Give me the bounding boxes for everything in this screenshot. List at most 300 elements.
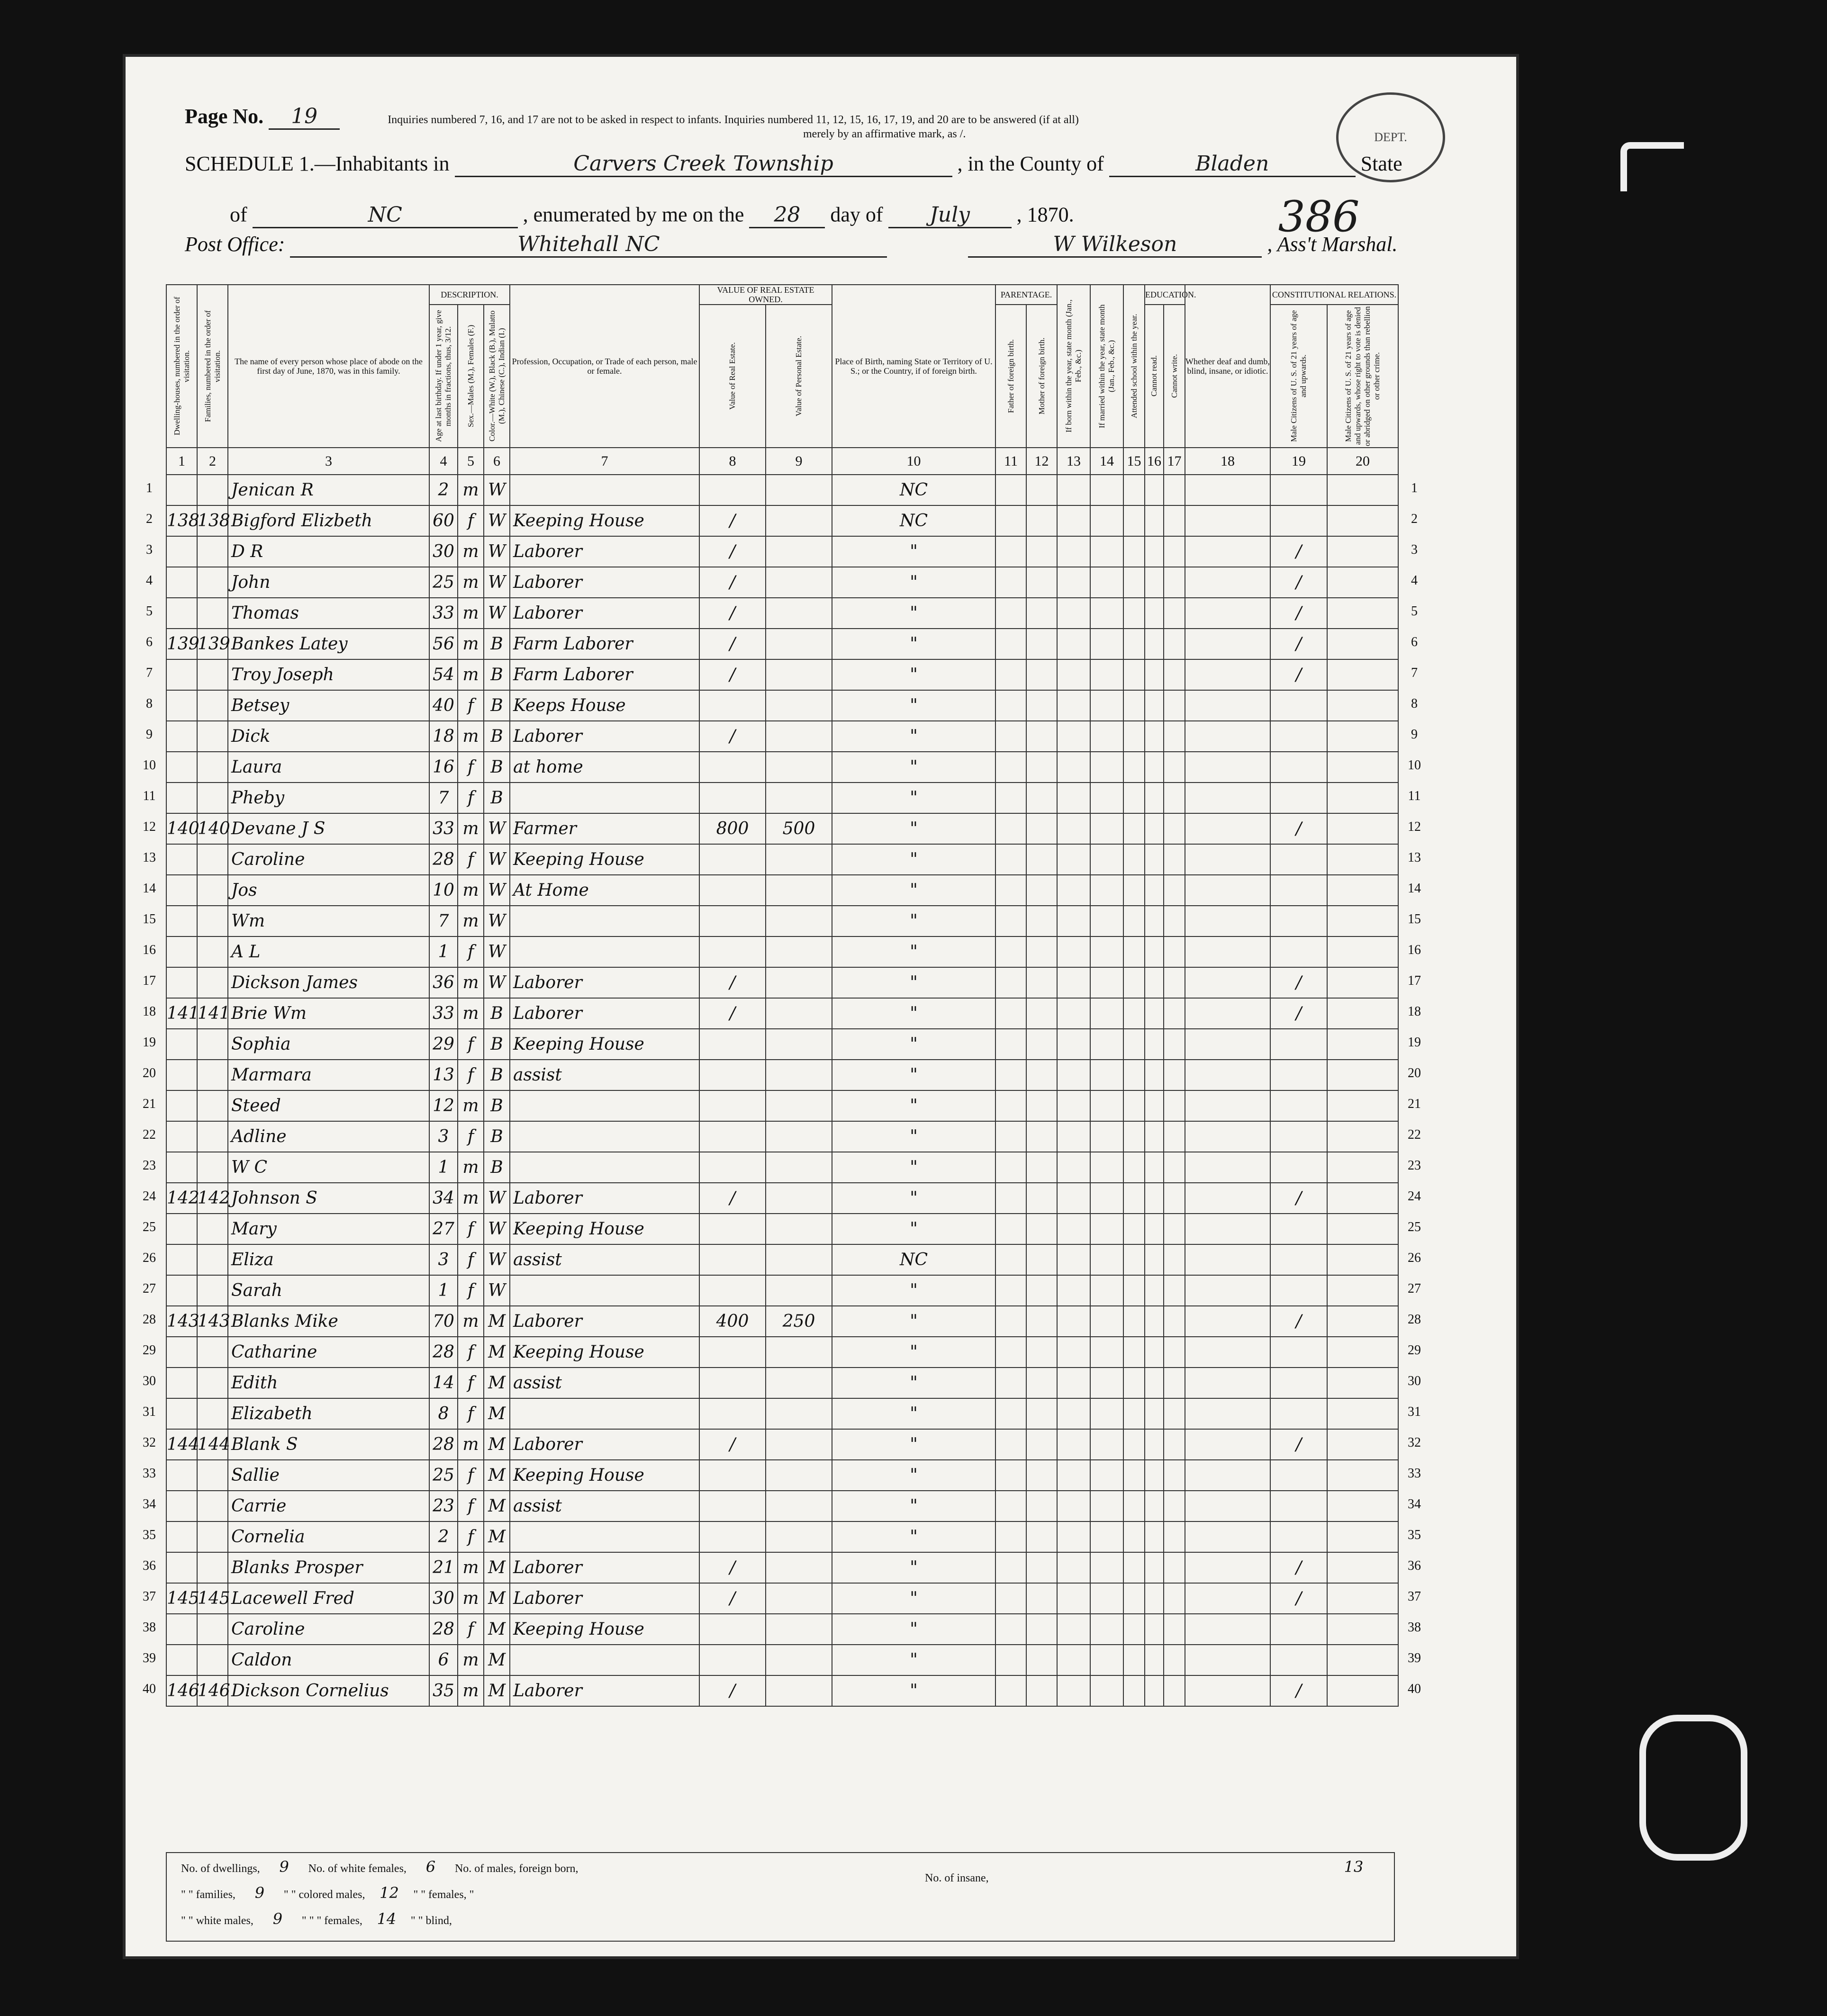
real-estate-value bbox=[699, 690, 766, 721]
color: M bbox=[484, 1337, 510, 1368]
married-month bbox=[1090, 659, 1123, 690]
marshal-name: W Wilkeson bbox=[968, 232, 1262, 258]
census-row bbox=[166, 1214, 1398, 1244]
cannot-write bbox=[1164, 998, 1185, 1029]
color: B bbox=[484, 783, 510, 813]
dwelling-number bbox=[166, 1029, 197, 1060]
cannot-write bbox=[1164, 1275, 1185, 1306]
line-number-left: 26 bbox=[143, 1251, 156, 1265]
day-value: 28 bbox=[749, 203, 825, 228]
personal-estate-value bbox=[766, 1429, 832, 1460]
page-no-label: Page No. bbox=[185, 105, 264, 128]
color: B bbox=[484, 1152, 510, 1183]
person-name: Mary bbox=[228, 1214, 429, 1244]
born-month bbox=[1057, 813, 1090, 844]
sex: m bbox=[458, 1429, 484, 1460]
citizen-mark bbox=[1270, 752, 1327, 783]
col-families-header: Families, numbered in the order of visitation. bbox=[197, 285, 228, 448]
line-number-left: 33 bbox=[143, 1466, 156, 1481]
attended-school bbox=[1123, 690, 1145, 721]
married-month bbox=[1090, 690, 1123, 721]
married-month bbox=[1090, 1675, 1123, 1706]
occupation: Laborer bbox=[510, 998, 699, 1029]
vote-denied bbox=[1327, 1398, 1398, 1429]
line-number-left: 24 bbox=[143, 1189, 156, 1204]
dwellings-label: No. of dwellings, bbox=[181, 1863, 260, 1875]
age: 18 bbox=[429, 721, 458, 752]
film-mark-bottom bbox=[1639, 1715, 1747, 1861]
father-foreign bbox=[995, 1275, 1026, 1306]
attended-school bbox=[1123, 1614, 1145, 1645]
dwelling-number bbox=[166, 721, 197, 752]
born-month bbox=[1057, 1398, 1090, 1429]
born-month bbox=[1057, 690, 1090, 721]
cannot-read bbox=[1145, 875, 1164, 906]
born-month bbox=[1057, 1429, 1090, 1460]
personal-estate-value bbox=[766, 967, 832, 998]
cannot-read bbox=[1145, 1275, 1164, 1306]
family-number bbox=[197, 1645, 228, 1675]
dwelling-number: 142 bbox=[166, 1183, 197, 1214]
father-foreign bbox=[995, 967, 1026, 998]
family-number bbox=[197, 875, 228, 906]
color: W bbox=[484, 567, 510, 598]
infirmity bbox=[1185, 690, 1270, 721]
birthplace: " bbox=[832, 1429, 995, 1460]
person-name: Dickson Cornelius bbox=[228, 1675, 429, 1706]
occupation: At Home bbox=[510, 875, 699, 906]
person-name: Eliza bbox=[228, 1244, 429, 1275]
line-number-left: 11 bbox=[143, 789, 156, 803]
mother-foreign bbox=[1026, 1398, 1057, 1429]
real-estate-value bbox=[699, 844, 766, 875]
born-month bbox=[1057, 1152, 1090, 1183]
married-month bbox=[1090, 875, 1123, 906]
dwelling-number: 143 bbox=[166, 1306, 197, 1337]
state-value: NC bbox=[253, 203, 518, 228]
born-month bbox=[1057, 875, 1090, 906]
dwelling-number bbox=[166, 1244, 197, 1275]
personal-estate-value bbox=[766, 1244, 832, 1275]
real-estate-value: / bbox=[699, 998, 766, 1029]
vote-denied bbox=[1327, 1306, 1398, 1337]
real-estate-value: / bbox=[699, 659, 766, 690]
family-number: 143 bbox=[197, 1306, 228, 1337]
line-number-left: 37 bbox=[143, 1589, 156, 1604]
age: 16 bbox=[429, 752, 458, 783]
father-foreign bbox=[995, 906, 1026, 936]
citizen-mark bbox=[1270, 1521, 1327, 1552]
birthplace: " bbox=[832, 1090, 995, 1121]
column-number: 7 bbox=[510, 448, 699, 475]
cannot-write bbox=[1164, 690, 1185, 721]
cannot-read bbox=[1145, 1398, 1164, 1429]
father-foreign bbox=[995, 629, 1026, 659]
census-row bbox=[166, 998, 1398, 1029]
born-month bbox=[1057, 936, 1090, 967]
line-number-left: 12 bbox=[143, 819, 156, 834]
line-number-left: 39 bbox=[143, 1651, 156, 1665]
citizen-mark: / bbox=[1270, 1306, 1327, 1337]
dwelling-number bbox=[166, 752, 197, 783]
father-foreign bbox=[995, 1337, 1026, 1368]
attended-school bbox=[1123, 629, 1145, 659]
born-month bbox=[1057, 752, 1090, 783]
citizen-mark: / bbox=[1270, 1183, 1327, 1214]
attended-school bbox=[1123, 1152, 1145, 1183]
colored-females-label: " " " females, bbox=[301, 1915, 362, 1927]
infirmity bbox=[1185, 1244, 1270, 1275]
cannot-write bbox=[1164, 813, 1185, 844]
column-number: 9 bbox=[766, 448, 832, 475]
age: 2 bbox=[429, 475, 458, 505]
birthplace: " bbox=[832, 659, 995, 690]
father-foreign bbox=[995, 998, 1026, 1029]
personal-estate-value bbox=[766, 1214, 832, 1244]
cannot-read bbox=[1145, 1645, 1164, 1675]
line-number-left: 16 bbox=[143, 943, 156, 957]
married-month bbox=[1090, 1183, 1123, 1214]
cannot-write bbox=[1164, 1306, 1185, 1337]
birthplace: " bbox=[832, 1614, 995, 1645]
occupation: Farmer bbox=[510, 813, 699, 844]
real-estate-value bbox=[699, 1398, 766, 1429]
personal-estate-value bbox=[766, 998, 832, 1029]
born-month bbox=[1057, 1675, 1090, 1706]
occupation: Laborer bbox=[510, 536, 699, 567]
age: 2 bbox=[429, 1521, 458, 1552]
age: 28 bbox=[429, 844, 458, 875]
color: B bbox=[484, 721, 510, 752]
line-number-right: 15 bbox=[1408, 912, 1421, 927]
line-number-left: 4 bbox=[146, 573, 153, 588]
col-infirmity-header: Whether deaf and dumb, blind, insane, or idiotic. bbox=[1185, 285, 1270, 448]
vote-denied bbox=[1327, 505, 1398, 536]
cannot-read bbox=[1145, 659, 1164, 690]
citizens-total-value: 13 bbox=[1344, 1858, 1364, 1876]
person-name: Carrie bbox=[228, 1491, 429, 1521]
infirmity bbox=[1185, 505, 1270, 536]
cannot-read bbox=[1145, 752, 1164, 783]
citizen-mark: / bbox=[1270, 536, 1327, 567]
line-number-left: 40 bbox=[143, 1682, 156, 1696]
father-foreign bbox=[995, 1368, 1026, 1398]
birthplace: " bbox=[832, 690, 995, 721]
dwelling-number bbox=[166, 567, 197, 598]
personal-estate-value bbox=[766, 752, 832, 783]
born-month bbox=[1057, 1521, 1090, 1552]
line-number-right: 30 bbox=[1408, 1374, 1421, 1388]
occupation: Keeping House bbox=[510, 1337, 699, 1368]
cannot-read bbox=[1145, 567, 1164, 598]
census-row bbox=[166, 659, 1398, 690]
line-number-right: 24 bbox=[1408, 1189, 1421, 1204]
cannot-write bbox=[1164, 1368, 1185, 1398]
line-number-right: 25 bbox=[1408, 1220, 1421, 1234]
census-row bbox=[166, 690, 1398, 721]
citizen-mark bbox=[1270, 1614, 1327, 1645]
occupation: Laborer bbox=[510, 1429, 699, 1460]
attended-school bbox=[1123, 752, 1145, 783]
married-month bbox=[1090, 536, 1123, 567]
family-number: 144 bbox=[197, 1429, 228, 1460]
line-number-right: 18 bbox=[1408, 1004, 1421, 1019]
column-number: 11 bbox=[995, 448, 1026, 475]
sex: f bbox=[458, 690, 484, 721]
line-number-right: 16 bbox=[1408, 943, 1421, 957]
personal-estate-value bbox=[766, 690, 832, 721]
married-month bbox=[1090, 1060, 1123, 1090]
born-month bbox=[1057, 598, 1090, 629]
born-month bbox=[1057, 1583, 1090, 1614]
real-estate-value bbox=[699, 1460, 766, 1491]
real-estate-value: / bbox=[699, 1183, 766, 1214]
birthplace: NC bbox=[832, 505, 995, 536]
post-office-label: Post Office: bbox=[185, 233, 285, 256]
married-month bbox=[1090, 998, 1123, 1029]
family-number bbox=[197, 752, 228, 783]
cannot-write bbox=[1164, 1121, 1185, 1152]
infirmity bbox=[1185, 1337, 1270, 1368]
family-number bbox=[197, 598, 228, 629]
age: 28 bbox=[429, 1614, 458, 1645]
col-personal-estate-header: Value of Personal Estate. bbox=[766, 305, 832, 448]
vote-denied bbox=[1327, 721, 1398, 752]
person-name: Devane J S bbox=[228, 813, 429, 844]
dwelling-number bbox=[166, 1275, 197, 1306]
mother-foreign bbox=[1026, 936, 1057, 967]
real-estate-value bbox=[699, 1521, 766, 1552]
sex: f bbox=[458, 1614, 484, 1645]
mother-foreign bbox=[1026, 659, 1057, 690]
color: M bbox=[484, 1460, 510, 1491]
age: 33 bbox=[429, 598, 458, 629]
person-name: Elizabeth bbox=[228, 1398, 429, 1429]
born-month bbox=[1057, 967, 1090, 998]
person-name: Caldon bbox=[228, 1645, 429, 1675]
birthplace: " bbox=[832, 1460, 995, 1491]
personal-estate-value bbox=[766, 1460, 832, 1491]
occupation: Keeping House bbox=[510, 505, 699, 536]
birthplace: " bbox=[832, 967, 995, 998]
color: W bbox=[484, 475, 510, 505]
person-name: A L bbox=[228, 936, 429, 967]
married-month bbox=[1090, 1614, 1123, 1645]
cannot-write bbox=[1164, 598, 1185, 629]
father-foreign bbox=[995, 1183, 1026, 1214]
line-number-right: 21 bbox=[1408, 1097, 1421, 1111]
color: M bbox=[484, 1583, 510, 1614]
born-month bbox=[1057, 475, 1090, 505]
born-month bbox=[1057, 1614, 1090, 1645]
census-row bbox=[166, 1337, 1398, 1368]
mother-foreign bbox=[1026, 1060, 1057, 1090]
cannot-write bbox=[1164, 1614, 1185, 1645]
citizen-mark bbox=[1270, 1337, 1327, 1368]
line-number-right: 26 bbox=[1408, 1251, 1421, 1265]
color: M bbox=[484, 1645, 510, 1675]
vote-denied bbox=[1327, 1491, 1398, 1521]
occupation bbox=[510, 783, 699, 813]
real-estate-value: / bbox=[699, 967, 766, 998]
cannot-read bbox=[1145, 505, 1164, 536]
father-foreign bbox=[995, 936, 1026, 967]
education-group-header: EDUCATION. bbox=[1145, 285, 1185, 305]
vote-denied bbox=[1327, 567, 1398, 598]
real-estate-value bbox=[699, 783, 766, 813]
dwelling-number bbox=[166, 1060, 197, 1090]
family-number bbox=[197, 475, 228, 505]
census-row bbox=[166, 1306, 1398, 1337]
census-row bbox=[166, 1121, 1398, 1152]
census-row bbox=[166, 1521, 1398, 1552]
age: 7 bbox=[429, 783, 458, 813]
color: B bbox=[484, 1121, 510, 1152]
birthplace: " bbox=[832, 1029, 995, 1060]
color: M bbox=[484, 1306, 510, 1337]
color: W bbox=[484, 813, 510, 844]
sex: m bbox=[458, 536, 484, 567]
marshal-label: , Ass't Marshal. bbox=[1267, 233, 1398, 256]
sex: m bbox=[458, 998, 484, 1029]
infirmity bbox=[1185, 567, 1270, 598]
birthplace: " bbox=[832, 721, 995, 752]
vote-denied bbox=[1327, 475, 1398, 505]
family-number: 138 bbox=[197, 505, 228, 536]
occupation: Keeping House bbox=[510, 1614, 699, 1645]
line-number-right: 22 bbox=[1408, 1127, 1421, 1142]
father-foreign bbox=[995, 536, 1026, 567]
line-number-left: 10 bbox=[143, 758, 156, 773]
married-month bbox=[1090, 1152, 1123, 1183]
married-month bbox=[1090, 721, 1123, 752]
attended-school bbox=[1123, 1244, 1145, 1275]
attended-school bbox=[1123, 1521, 1145, 1552]
sex: m bbox=[458, 1645, 484, 1675]
color: M bbox=[484, 1398, 510, 1429]
birthplace: " bbox=[832, 1337, 995, 1368]
census-row bbox=[166, 567, 1398, 598]
person-name: Sarah bbox=[228, 1275, 429, 1306]
family-number bbox=[197, 1275, 228, 1306]
line-number-left: 13 bbox=[143, 850, 156, 865]
birthplace: " bbox=[832, 629, 995, 659]
summary-line-2 bbox=[181, 1884, 474, 1902]
cannot-write bbox=[1164, 1337, 1185, 1368]
line-number-right: 33 bbox=[1408, 1466, 1421, 1481]
line-number-left: 3 bbox=[146, 542, 153, 557]
birthplace: " bbox=[832, 1521, 995, 1552]
real-estate-value bbox=[699, 936, 766, 967]
father-foreign bbox=[995, 813, 1026, 844]
color: B bbox=[484, 752, 510, 783]
column-number: 2 bbox=[197, 448, 228, 475]
line-number-left: 38 bbox=[143, 1620, 156, 1635]
birthplace: " bbox=[832, 1214, 995, 1244]
family-number bbox=[197, 536, 228, 567]
column-number: 18 bbox=[1185, 448, 1270, 475]
mother-foreign bbox=[1026, 844, 1057, 875]
attended-school bbox=[1123, 967, 1145, 998]
col-born-month-header: If born within the year, state month (Jan., Feb., &c.) bbox=[1057, 285, 1090, 448]
personal-estate-value bbox=[766, 1121, 832, 1152]
born-month bbox=[1057, 1060, 1090, 1090]
sex: m bbox=[458, 567, 484, 598]
sheet-number: 386 bbox=[1278, 192, 1360, 242]
married-month bbox=[1090, 1491, 1123, 1521]
born-month bbox=[1057, 1121, 1090, 1152]
cannot-write bbox=[1164, 1060, 1185, 1090]
married-month bbox=[1090, 906, 1123, 936]
married-month bbox=[1090, 1244, 1123, 1275]
col-birthplace-header: Place of Birth, naming State or Territory of U. S.; or the Country, if of foreign birth. bbox=[832, 285, 995, 448]
attended-school bbox=[1123, 844, 1145, 875]
year-label: , 1870. bbox=[1016, 203, 1074, 226]
family-number bbox=[197, 1337, 228, 1368]
cannot-write bbox=[1164, 659, 1185, 690]
family-number bbox=[197, 1368, 228, 1398]
census-row bbox=[166, 906, 1398, 936]
dwelling-number bbox=[166, 875, 197, 906]
person-name: Sophia bbox=[228, 1029, 429, 1060]
occupation bbox=[510, 1521, 699, 1552]
citizen-mark: / bbox=[1270, 1429, 1327, 1460]
born-month bbox=[1057, 1368, 1090, 1398]
attended-school bbox=[1123, 783, 1145, 813]
column-number: 8 bbox=[699, 448, 766, 475]
mother-foreign bbox=[1026, 1521, 1057, 1552]
person-name: Sallie bbox=[228, 1460, 429, 1491]
color: W bbox=[484, 844, 510, 875]
cannot-read bbox=[1145, 844, 1164, 875]
married-month bbox=[1090, 475, 1123, 505]
sex: f bbox=[458, 1491, 484, 1521]
mother-foreign bbox=[1026, 1275, 1057, 1306]
citizen-mark: / bbox=[1270, 813, 1327, 844]
sex: f bbox=[458, 1214, 484, 1244]
attended-school bbox=[1123, 1645, 1145, 1675]
census-row bbox=[166, 1675, 1398, 1706]
attended-school bbox=[1123, 1183, 1145, 1214]
cannot-write bbox=[1164, 1521, 1185, 1552]
sex: f bbox=[458, 752, 484, 783]
cannot-write bbox=[1164, 1090, 1185, 1121]
age: 12 bbox=[429, 1090, 458, 1121]
vote-denied bbox=[1327, 659, 1398, 690]
col-age-header: Age at last birthday. If under 1 year, give months in fractions, thus, 3/12. bbox=[429, 305, 458, 448]
dwelling-number bbox=[166, 936, 197, 967]
married-month bbox=[1090, 1214, 1123, 1244]
dwelling-number bbox=[166, 659, 197, 690]
colored-males-value: 12 bbox=[380, 1884, 399, 1902]
family-number bbox=[197, 906, 228, 936]
line-number-left: 9 bbox=[146, 727, 153, 742]
married-month bbox=[1090, 1398, 1123, 1429]
mother-foreign bbox=[1026, 1368, 1057, 1398]
personal-estate-value bbox=[766, 906, 832, 936]
mother-foreign bbox=[1026, 598, 1057, 629]
line-number-right: 2 bbox=[1411, 512, 1418, 526]
enumerated-label: , enumerated by me on the bbox=[523, 203, 744, 226]
citizen-mark: / bbox=[1270, 629, 1327, 659]
citizen-mark bbox=[1270, 1398, 1327, 1429]
citizen-mark bbox=[1270, 721, 1327, 752]
line-number-left: 2 bbox=[146, 512, 153, 526]
column-number: 10 bbox=[832, 448, 995, 475]
cannot-write bbox=[1164, 783, 1185, 813]
instructions-note-2: merely by an affirmative mark, as /. bbox=[803, 128, 966, 140]
age: 30 bbox=[429, 1583, 458, 1614]
